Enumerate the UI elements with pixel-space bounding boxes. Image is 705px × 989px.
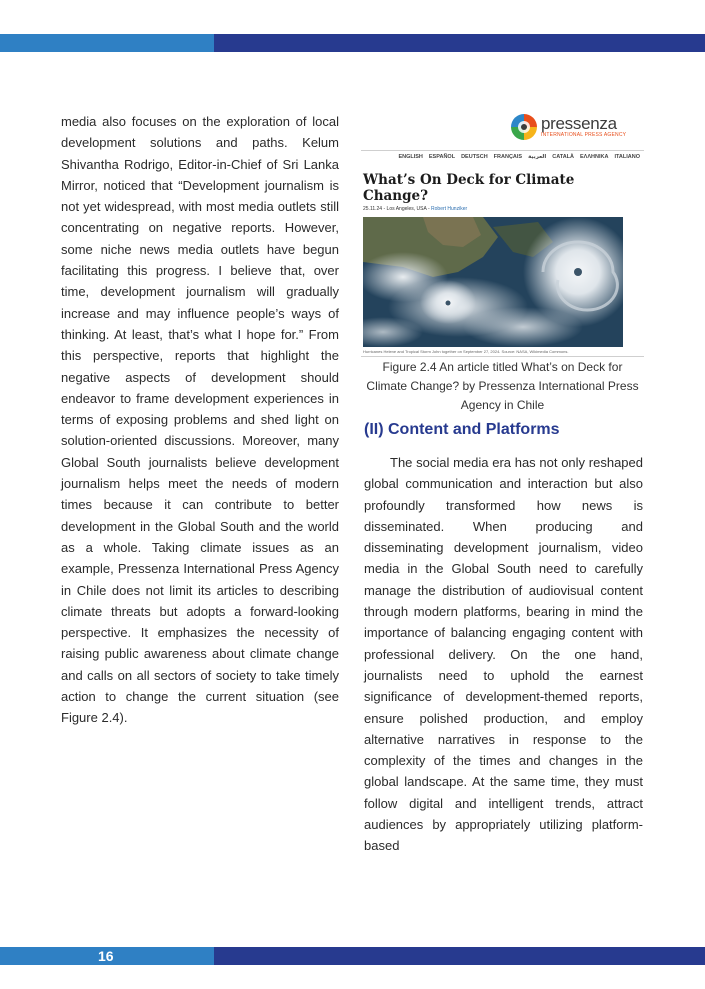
language-item[interactable]: العربية [528,154,547,160]
bottom-band-dark [214,947,705,965]
language-item[interactable]: ITALIANO [614,154,640,160]
language-item[interactable]: ESPAÑOL [428,154,456,160]
hurricane-satellite-illustration [363,217,623,347]
pressenza-logo-icon [511,114,537,140]
logo-tagline: INTERNATIONAL PRESS AGENCY [541,132,627,138]
top-band-dark [214,34,705,52]
logo-word: pressenza [541,114,617,133]
article-title: What’s On Deck for Climate Change? [363,172,575,204]
figure-header [361,112,644,148]
language-item[interactable]: CATALÀ [552,154,575,160]
left-column-paragraph: media also focuses on the exploration of local development solutions and paths. Kelum Shivantha Rodrigo, Editor-in-Chief of Sri Lanka Mirror, noticed that “Development journalism is not yet widespread, with most media outlets still concentrating on negative reports. However, some niche news media outlets have begun facilitating this progress. I believe that, over time, development journalism will gradually increase and may influence people’s ways of thinking. At least, that’s what I hope for.” From this perspective, reports that highlight the negative aspects of development should endeavor to frame development experiences in terms of exposing problems and shed light on solution-oriented discussions. Moreover, many Global South journalists believe development journalism helps meet the needs of modern times because it can contribute to better development in the Global South and the world as a whole. Taking climate issues as an example, Pressenza International Press Agency in Chile does not limit its articles to describing climate threats but adopts a forward-looking perspective. It emphasizes the necessity of raising public awareness about climate change and calls on all sectors of society to take timely action to change the current situation (see Figure 2.4). [61,114,339,726]
article-date-place: 25.11.24 - Los Angeles, USA - [363,206,432,212]
figure-caption: Figure 2.4 An article titled What’s on Deck for Climate Change? by Pressenza International Press Agency in Chile [366,360,639,412]
page-number: 16 [98,948,114,964]
left-column [61,111,339,729]
language-item[interactable]: ENGLISH [398,154,423,160]
language-item[interactable]: FRANÇAIS [493,154,523,160]
section-heading: (II) Content and Platforms [364,421,560,438]
language-bar [361,154,644,160]
language-item[interactable]: DEUTSCH [461,154,488,160]
figure-article-screenshot [361,112,644,357]
logo-text [541,116,626,138]
top-band-light [0,34,214,52]
figure-rule-bottom [361,356,644,357]
right-column-paragraph: The social media era has not only reshaped global communication and interaction but also profoundly transformed how news is disseminated. When producing and disseminating development journalism, video media in the Global South need to carefully manage the distribution of audiovisual content through modern platforms, bearing in mind the importance of balancing engaging content with professional delivery. On the one hand, journalists need to uphold the earnest significance of development-themed reports, ensure polished production, and employ alternative narratives in response to the complexity of the times and changes in the global landscape. At the same time, they must follow digital and intelligent trends, attract audiences by appropriately utilizing platform-based [364,455,643,854]
top-color-band [0,34,705,52]
article-author[interactable]: Robert Hunziker [431,206,468,212]
right-column [364,452,643,857]
figure-rule [361,150,644,151]
pressenza-logo [511,114,626,140]
language-item[interactable]: ΕΛΛΗΝΙΚΑ [580,154,609,160]
image-credit: Hurricanes Helene and Tropical Storm John together on September 27, 2024. Source: NASA, Wikimedia Commons. [363,349,569,354]
article-meta [363,206,644,212]
satellite-image [363,217,623,347]
